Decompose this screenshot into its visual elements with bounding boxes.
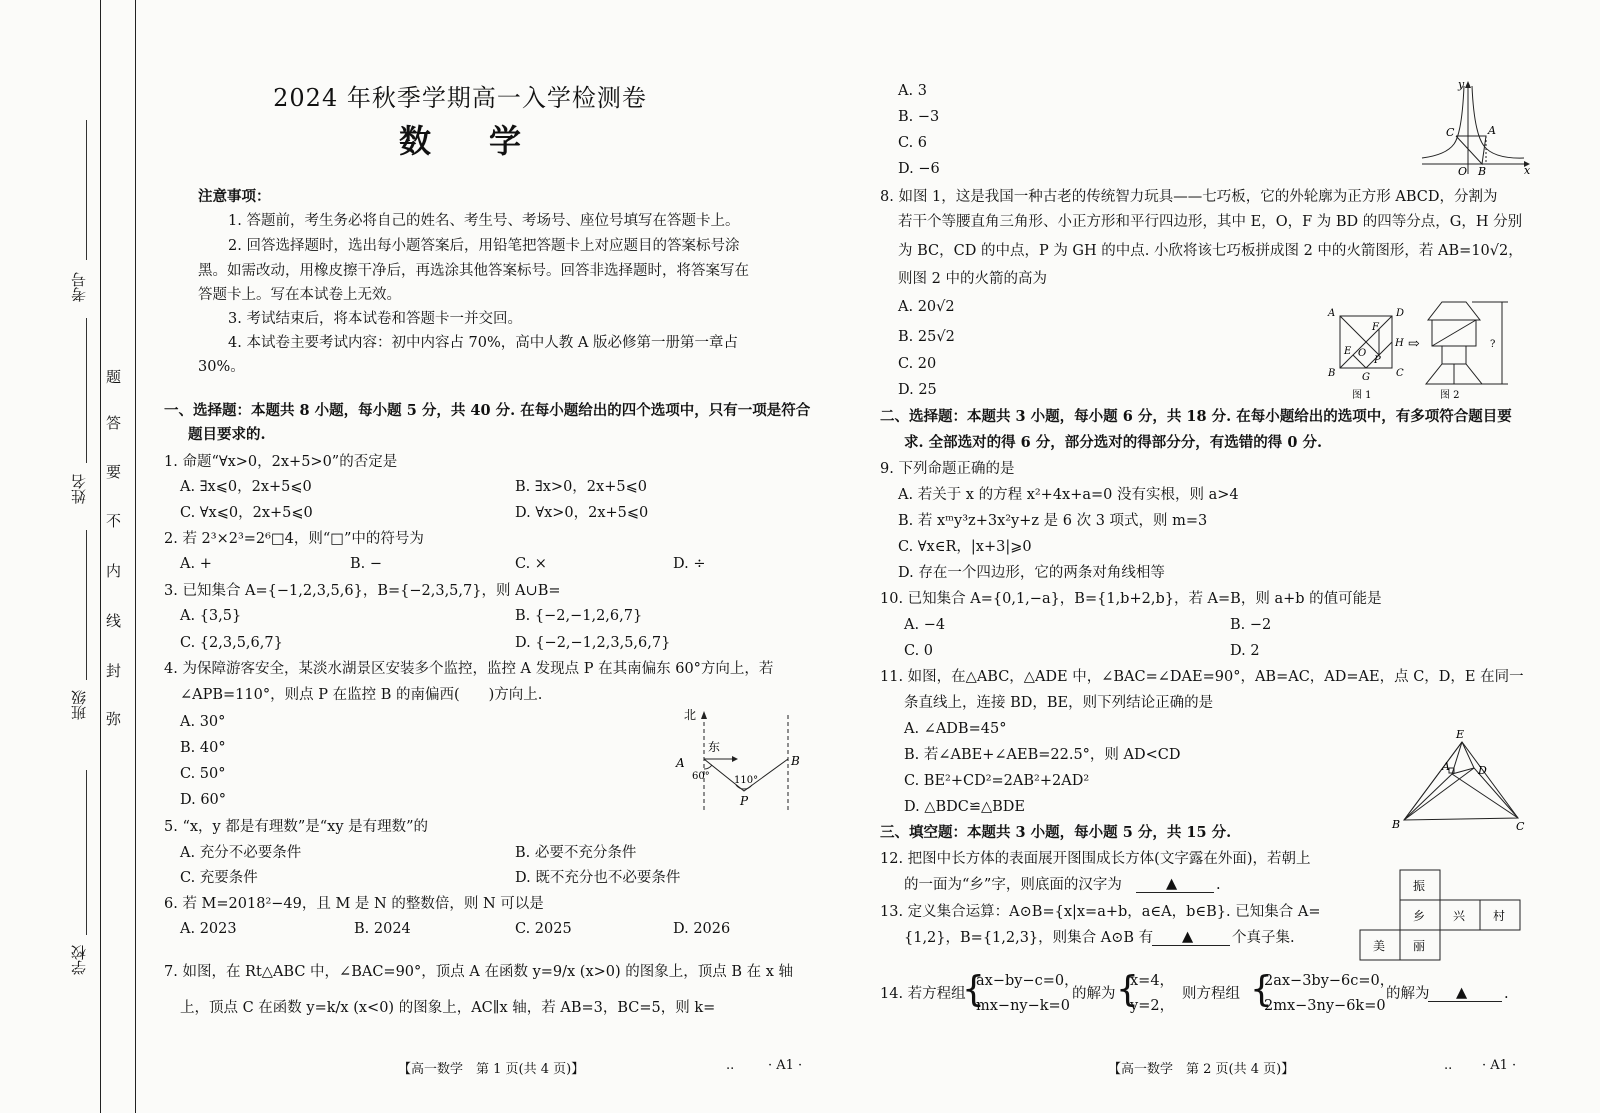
q8-fig-o: O xyxy=(1358,348,1367,359)
q7-fig-x: x xyxy=(1524,164,1531,176)
q12-stem-cont: 的一面为“乡”字，则底面的汉字为 xyxy=(904,877,1122,893)
q4-option-a[interactable]: A. 30° xyxy=(180,714,226,730)
q2-option-d[interactable]: D. ÷ xyxy=(673,556,706,572)
q2-stem: 2. 若 2³×2³=2⁶□4，则“□”中的符号为 xyxy=(164,531,424,547)
exam-title: 2024 年秋季学期高一入学检测卷 xyxy=(273,84,647,112)
q10-stem: 10. 已知集合 A={0,1,−a}，B={1,b+2,b}，若 A=B，则 a+b 的值可能是 xyxy=(880,591,1382,607)
q4-fig-angle-60: 60° xyxy=(692,771,710,782)
q14-answer-blank[interactable] xyxy=(1428,1001,1502,1002)
q9-option-b[interactable]: B. 若 xᵐy³z+3x²y+z 是 6 次 3 项式，则 m=3 xyxy=(898,513,1208,529)
q13-answer-mark: ▲ xyxy=(1182,929,1194,945)
notice-line: 1. 答题前，考生务必将自己的姓名、考生号、考场号、座位号填写在答题卡上。 xyxy=(228,213,740,229)
q1-option-d[interactable]: D. ∀x>0，2x+5⩽0 xyxy=(515,505,649,521)
net-cell: 丽 xyxy=(1413,939,1426,953)
q6-option-b[interactable]: B. 2024 xyxy=(354,921,411,937)
q7-option-a[interactable]: A. 3 xyxy=(898,83,927,99)
q11-fig-d: D xyxy=(1478,764,1487,777)
q4-fig-p: P xyxy=(740,794,749,808)
seal-char: 封 xyxy=(106,662,122,680)
q8-stem-cont: 若干个等腰直角三角形、小正方形和平行四边形，其中 E，O，F 为 BD 的四等分点，G，H 分别 xyxy=(898,214,1523,230)
q7-fig-b: B xyxy=(1478,165,1487,176)
section2-heading: 二、选择题：本题共 3 小题，每小题 6 分，共 18 分. 在每小题给出的选项中，有多项符合题目要 xyxy=(880,408,1512,425)
q9-option-c[interactable]: C. ∀x∈R，|x+3|⩾0 xyxy=(898,539,1032,555)
q7-option-b[interactable]: B. −3 xyxy=(898,109,940,125)
notice-line: 3. 考试结束后，将本试卷和答题卡一并交回。 xyxy=(228,311,522,327)
q4-figure xyxy=(670,705,815,820)
q3-option-c[interactable]: C. {2,3,5,6,7} xyxy=(180,635,283,651)
q8-fig-b: B xyxy=(1328,368,1336,379)
q14-mid: 的解为 xyxy=(1072,986,1116,1002)
q12-net-figure xyxy=(1358,868,1526,966)
q7-stem: 7. 如图，在 Rt△ABC 中，∠BAC=90°，顶点 A 在函数 y=9/x (x>0) 的图象上，顶点 B 在 x 轴 xyxy=(164,964,794,980)
field-school-label: 学校 xyxy=(70,945,88,975)
seal-char: 不 xyxy=(106,512,122,530)
exam-subject: 数学 xyxy=(398,122,579,160)
q11-stem-cont: 条直线上，连接 BD，BE，则下列结论正确的是 xyxy=(904,695,1214,711)
q4-option-d[interactable]: D. 60° xyxy=(180,792,227,808)
field-exam-number-label: 考号 xyxy=(70,272,88,302)
section1-heading: 一、选择题：本题共 8 小题，每小题 5 分，共 40 分. 在每小题给出的四个选项中，只有一项是符合 xyxy=(164,402,811,419)
q6-stem: 6. 若 M=2018²−49，且 M 是 N 的整数倍，则 N 可以是 xyxy=(164,896,544,912)
q11-fig-e: E xyxy=(1456,728,1465,741)
q6-option-a[interactable]: A. 2023 xyxy=(180,921,237,937)
q11-option-d[interactable]: D. △BDC≌△BDE xyxy=(904,799,1026,815)
q11-fig-b: B xyxy=(1392,818,1401,831)
q14-brace-2: { xyxy=(1116,969,1139,1010)
q14-post: 的解为 xyxy=(1386,986,1430,1002)
q7-fig-o: O xyxy=(1458,165,1468,176)
q7-option-d[interactable]: D. −6 xyxy=(898,161,940,177)
field-name-line[interactable] xyxy=(86,318,87,463)
seal-char: 要 xyxy=(106,463,122,481)
q11-option-a[interactable]: A. ∠ADB=45° xyxy=(904,721,1007,737)
field-class-line[interactable] xyxy=(86,530,87,680)
q1-stem: 1. 命题“∀x>0，2x+5>0”的否定是 xyxy=(164,454,398,470)
q4-fig-a: A xyxy=(676,756,685,770)
q8-option-c[interactable]: C. 20 xyxy=(898,356,937,372)
q11-fig-a: A xyxy=(1442,760,1450,773)
q14-mid2: 则方程组 xyxy=(1182,986,1240,1002)
net-cell: 村 xyxy=(1493,909,1506,923)
q14-brace-3: { xyxy=(1250,969,1273,1010)
q8-fig-caption-2: 图 2 xyxy=(1440,390,1460,401)
field-name-label: 姓名 xyxy=(70,474,88,504)
q12-answer-mark: ▲ xyxy=(1166,876,1178,892)
q5-option-b[interactable]: B. 必要不充分条件 xyxy=(515,845,637,861)
q5-stem: 5. “x，y 都是有理数”是“xy 是有理数”的 xyxy=(164,819,429,835)
q12-stem: 12. 把图中长方体的表面展开图围成长方体(文字露在外面)，若朝上 xyxy=(880,851,1311,867)
section3-heading: 三、填空题：本题共 3 小题，每小题 5 分，共 15 分. xyxy=(880,824,1232,841)
net-cell: 美 xyxy=(1373,939,1386,953)
q1-option-c[interactable]: C. ∀x⩽0，2x+5⩽0 xyxy=(180,505,313,521)
notice-line: 4. 本试卷主要考试内容：初中内容占 70%，高中人教 A 版必修第一册第一章占 xyxy=(228,335,738,351)
q1-option-b[interactable]: B. ∃x>0，2x+5⩽0 xyxy=(515,479,647,495)
footer-right-code: · A1 · xyxy=(1482,1058,1517,1073)
q11-fig-c: C xyxy=(1516,820,1525,833)
q11-option-c[interactable]: C. BE²+CD²=2AB²+2AD² xyxy=(904,773,1090,789)
q5-option-a[interactable]: A. 充分不必要条件 xyxy=(180,845,302,861)
net-cell: 乡 xyxy=(1413,909,1426,923)
q7-fig-c: C xyxy=(1446,126,1455,139)
field-school-line[interactable] xyxy=(86,770,87,935)
q13-end: 个真子集. xyxy=(1232,930,1295,946)
q11-option-b[interactable]: B. 若∠ABE+∠AEB=22.5°，则 AD<CD xyxy=(904,747,1181,763)
q10-option-b[interactable]: B. −2 xyxy=(1230,617,1272,633)
footer-dots: .. xyxy=(1444,1058,1453,1073)
q8-fig-caption-1: 图 1 xyxy=(1352,390,1372,401)
q7-option-c[interactable]: C. 6 xyxy=(898,135,928,151)
q11-figure xyxy=(1390,728,1528,836)
q8-option-b[interactable]: B. 25√2 xyxy=(898,329,955,345)
q12-end: . xyxy=(1216,877,1221,893)
footer-dots: .. xyxy=(726,1058,735,1073)
q10-option-c[interactable]: C. 0 xyxy=(904,643,934,659)
q5-option-d[interactable]: D. 既不充分也不必要条件 xyxy=(515,870,681,886)
seal-char: 线 xyxy=(106,612,122,630)
q8-option-d[interactable]: D. 25 xyxy=(898,382,937,398)
q8-option-a[interactable]: A. 20√2 xyxy=(898,299,955,315)
notice-heading: 注意事项： xyxy=(198,188,271,205)
q4-fig-angle-110: 110° xyxy=(734,775,759,786)
net-cell: 兴 xyxy=(1453,909,1466,923)
footer-left-page: 【高一数学 第 1 页(共 4 页)】 xyxy=(398,1062,585,1077)
q8-figure xyxy=(1322,300,1536,404)
q3-option-b[interactable]: B. {−2,−1,2,6,7} xyxy=(515,608,643,624)
q8-fig-h: H xyxy=(1395,338,1404,349)
q4-stem-cont: ∠APB=110°，则点 P 在监控 B 的南偏西( )方向上. xyxy=(180,687,543,703)
q14-answer-mark: ▲ xyxy=(1456,985,1468,1001)
q14-system1-eq1: ax−by−c=0， xyxy=(976,973,1079,989)
q2-option-a[interactable]: A. + xyxy=(180,556,212,572)
q5-option-c[interactable]: C. 充要条件 xyxy=(180,870,258,886)
q14-prefix: 14. 若方程组 xyxy=(880,986,966,1002)
q3-option-a[interactable]: A. {3,5} xyxy=(180,608,242,624)
q13-stem: 13. 定义集合运算：A⊙B={x|x=a+b，a∈A，b∈B}. 已知集合 A= xyxy=(880,904,1321,920)
footer-left-code: · A1 · xyxy=(768,1058,803,1073)
q8-stem-cont: 为 BC，CD 的中点，P 为 GH 的中点. 小欣将该七巧板拼成图 2 中的火箭图形，若 AB=10√2， xyxy=(898,243,1523,259)
q7-fig-a: A xyxy=(1488,124,1496,137)
section2-heading-cont: 求. 全部选对的得 6 分，部分选对的得部分分，有选错的得 0 分. xyxy=(904,434,1323,451)
q4-fig-north: 北 xyxy=(684,708,697,722)
q6-option-c[interactable]: C. 2025 xyxy=(515,921,572,937)
footer-right-page: 【高一数学 第 2 页(共 4 页)】 xyxy=(1108,1062,1295,1077)
q13-answer-blank[interactable] xyxy=(1152,945,1230,946)
q8-stem: 8. 如图 1，这是我国一种古老的传统智力玩具——七巧板，它的外轮廓为正方形 ABCD，分割为 xyxy=(880,189,1498,205)
q8-fig-d: D xyxy=(1396,308,1405,319)
q9-option-d[interactable]: D. 存在一个四边形，它的两条对角线相等 xyxy=(898,565,1165,581)
q8-stem-cont: 则图 2 中的火箭的高为 xyxy=(898,271,1047,287)
q7-stem-cont: 上，顶点 C 在函数 y=k/x (x<0) 的图象上，AC∥x 轴，若 AB=3，BC=5，则 k= xyxy=(180,1000,716,1016)
q14-end: . xyxy=(1504,986,1509,1002)
q6-option-d[interactable]: D. 2026 xyxy=(673,921,731,937)
field-exam-number-line[interactable] xyxy=(86,120,87,260)
q13-stem-cont: {1,2}，B={1,2,3}，则集合 A⊙B 有 xyxy=(904,930,1154,946)
q12-answer-blank[interactable] xyxy=(1136,892,1214,893)
q2-option-c[interactable]: C. × xyxy=(515,556,547,572)
q4-fig-b: B xyxy=(791,754,800,768)
q9-stem: 9. 下列命题正确的是 xyxy=(880,461,1015,477)
q8-fig-c: C xyxy=(1396,368,1404,379)
q14-system2-eq1: 2ax−3by−6c=0， xyxy=(1264,973,1395,989)
q14-solution-x: x=4， xyxy=(1130,973,1175,989)
seal-char: 答 xyxy=(106,414,122,432)
q3-stem: 3. 已知集合 A={−1,2,3,5,6}，B={−2,3,5,7}，则 A∪B= xyxy=(164,583,561,599)
net-cell: 振 xyxy=(1413,879,1426,893)
q8-fig-f: F xyxy=(1372,322,1379,333)
q1-option-a[interactable]: A. ∃x⩽0，2x+5⩽0 xyxy=(180,479,312,495)
seal-char: 内 xyxy=(106,562,122,580)
seal-char: 弥 xyxy=(106,710,122,728)
q14-system2-eq2: 2mx−3ny−6k=0 xyxy=(1264,998,1386,1014)
q14-brace-1: { xyxy=(962,969,985,1010)
q10-option-a[interactable]: A. −4 xyxy=(904,617,946,633)
q7-fig-y: y xyxy=(1458,78,1465,91)
q8-fig-p: P xyxy=(1374,355,1381,366)
q8-fig-question: ? xyxy=(1490,339,1496,350)
seal-char: 题 xyxy=(106,368,122,386)
q8-fig-e: E xyxy=(1344,346,1352,357)
q11-stem: 11. 如图，在△ABC，△ADE 中，∠BAC=∠DAE=90°，AB=AC，AD=AE，点 C，D，E 在同一 xyxy=(880,669,1524,685)
q10-option-d[interactable]: D. 2 xyxy=(1230,643,1260,659)
q8-fig-a: A xyxy=(1328,308,1336,319)
notice-line: 黑。如需改动，用橡皮擦干净后，再选涂其他答案标号。回答非选择题时，将答案写在 xyxy=(198,263,749,279)
q4-stem: 4. 为保障游客安全，某淡水湖景区安装多个监控，监控 A 发现点 P 在其南偏东 60°方向上，若 xyxy=(164,661,774,677)
q4-option-c[interactable]: C. 50° xyxy=(180,766,226,782)
notice-line: 30%。 xyxy=(198,359,245,375)
q4-fig-east: 东 xyxy=(708,740,721,754)
q14-system1-eq2: mx−ny−k=0 xyxy=(976,998,1070,1014)
binding-seal-line xyxy=(100,0,101,1113)
notice-line: 2. 回答选择题时，选出每小题答案后，用铅笔把答题卡上对应题目的答案标号涂 xyxy=(228,238,740,254)
q14-solution-y: y=2， xyxy=(1130,998,1175,1014)
field-class-label: 班级 xyxy=(70,690,88,720)
notice-line: 答题卡上。写在本试卷上无效。 xyxy=(198,287,401,303)
q4-option-b[interactable]: B. 40° xyxy=(180,740,226,756)
q7-figure xyxy=(1420,78,1532,176)
q8-fig-arrow: ⇨ xyxy=(1408,336,1420,352)
q9-option-a[interactable]: A. 若关于 x 的方程 x²+4x+a=0 没有实根，则 a>4 xyxy=(898,487,1239,503)
q2-option-b[interactable]: B. − xyxy=(350,556,383,572)
section1-heading-cont: 题目要求的. xyxy=(188,426,266,443)
q3-option-d[interactable]: D. {−2,−1,2,3,5,6,7} xyxy=(515,635,671,651)
q8-fig-g: G xyxy=(1362,372,1370,383)
